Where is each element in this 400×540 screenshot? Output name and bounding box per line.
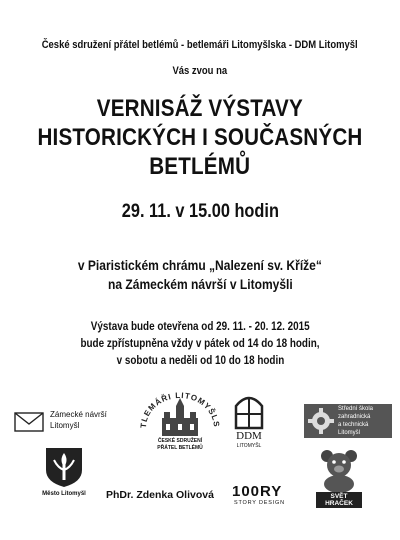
mesto-label: Město Litomyšl: [42, 491, 86, 497]
school-line-3: a technická: [338, 422, 369, 428]
event-datetime: 29. 11. v 15.00 hodin: [121, 201, 279, 222]
opening-note-2: bude zpřístupněna vždy v pátek od 14 do 18 hodin,: [80, 338, 320, 350]
sponsor-name: PhDr. Zdenka Olivová: [106, 489, 214, 501]
story-main: 100RY: [232, 483, 283, 500]
betlemari-arc-text: LEMÁŘI LITOMYŠL: [140, 390, 220, 424]
hracek-label: SVĚT HRAČEK: [316, 492, 362, 508]
story-sub: STORY DESIGN: [234, 500, 285, 506]
invite-line: Vás zvou na: [172, 65, 228, 77]
envelope-icon: [14, 412, 44, 432]
venue-line-1: v Piaristickém chrámu „Nalezení sv. Kříže“: [77, 257, 323, 273]
school-logo: [304, 404, 392, 438]
story-design-logo: [232, 483, 300, 507]
betlemari-line-1: ČESKÉ SDRUŽENÍ: [157, 438, 203, 444]
school-line-4: Litomyšl: [338, 430, 361, 436]
ddm-logo: [230, 392, 268, 454]
teddy-bear-icon: [316, 448, 362, 492]
zamecke-line-1: Zámecké návrší: [50, 410, 107, 419]
svet-hracek-logo: [316, 448, 362, 507]
organizers-line: České sdružení přátel betlémů - betlemáři Litomyšlska - DDM Litomyšl: [42, 39, 358, 51]
title-line-2: HISTORICKÝCH I SOUČASNÝCH: [37, 124, 363, 151]
school-line-2: zahradnická: [338, 414, 371, 420]
opening-note-3: v sobotu a neděli od 10 do 18 hodin: [116, 355, 284, 367]
zamecke-navrsi-logo: [14, 408, 124, 436]
opening-note-1: Výstava bude otevřena od 29. 11. - 20. 12. 2015: [90, 321, 310, 333]
ddm-name: DDM: [236, 430, 262, 442]
school-line-1: Střední škola: [338, 406, 374, 412]
arch-window-icon: [230, 392, 268, 430]
gear-icon: [307, 407, 335, 435]
venue-line-2: na Zámeckém návrší v Litomyšli: [107, 276, 293, 292]
mesto-litomysl-logo: [34, 446, 94, 502]
betlemari-logo: [140, 388, 220, 458]
coat-of-arms-icon: [34, 446, 94, 488]
title-line-3: BETLÉMŮ: [149, 153, 251, 180]
ddm-city: LITOMYŠL: [236, 443, 262, 449]
betlemari-line-2: PŘÁTEL BETLÉMŮ: [157, 445, 203, 451]
title-line-1: VERNISÁŽ VÝSTAVY: [96, 95, 304, 122]
zamecke-line-2: Litomyšl: [50, 421, 80, 430]
